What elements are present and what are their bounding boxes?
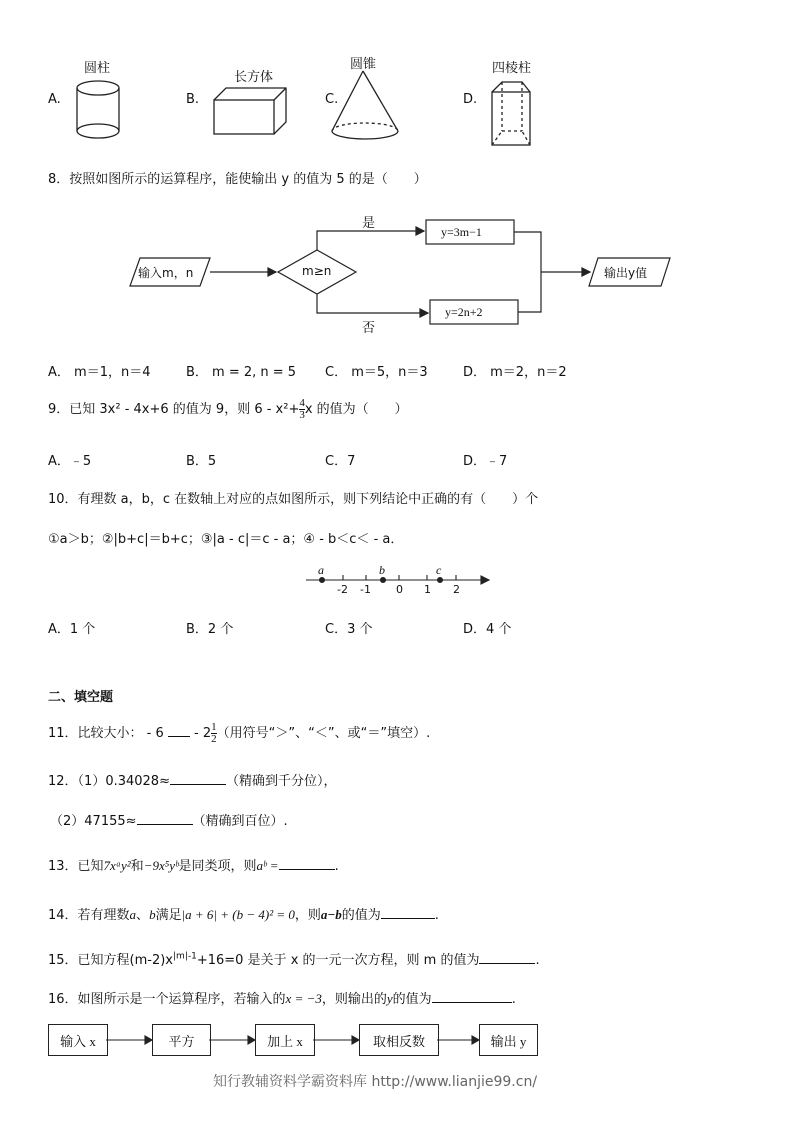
- q7-label-c: 圆锥: [350, 57, 377, 72]
- q8-option-a: A． m＝1，n＝4: [48, 365, 151, 380]
- q9-option-b: B．5: [186, 454, 217, 469]
- q10-option-c: C．3 个: [325, 622, 373, 637]
- q8-option-d: D． m＝2，n＝2: [463, 365, 567, 380]
- flow-yes-box: y=3m−1: [441, 225, 482, 239]
- flow-box-input: 输入 x: [48, 1024, 108, 1056]
- q15: 15．已知方程$(m-2)x^{|m|-1}+16=0$ 是关于 x 的一元一次方程，则 m 的值为 .: [48, 951, 540, 968]
- point-a: a: [318, 563, 324, 577]
- flow-no-box: y=2n+2: [445, 305, 483, 319]
- q7-label-b: 长方体: [234, 70, 274, 85]
- answer-blank: [170, 772, 226, 785]
- answer-blank: [432, 990, 512, 1003]
- q13: 13．已知7xᵃy²和−9x⁵yᵇ是同类项，则aᵇ = .: [48, 858, 339, 874]
- tick-label: 2: [453, 583, 460, 596]
- q7-label-a: 圆柱: [84, 61, 111, 76]
- q10-option-b: B．2 个: [186, 622, 234, 637]
- q10-option-d: D．4 个: [463, 622, 512, 637]
- q10-statements: ①a＞b；②|b+c|＝b+c；③|a - c|＝c - a；④ - b＜c＜ - a．: [48, 532, 404, 547]
- q10-option-a: A．1 个: [48, 622, 96, 637]
- flow-box-square: 平方: [152, 1024, 211, 1056]
- footer-watermark: 知行教辅资料学霸资料库 http://www.lianjie99.cn/: [213, 1074, 538, 1090]
- flow-box-add-x: 加上 x: [255, 1024, 315, 1056]
- flow-box-negate: 取相反数: [359, 1024, 439, 1056]
- q7-option-b: B.: [186, 92, 200, 107]
- q12-part2: （2）47155≈ （精确到百位）.: [50, 814, 288, 829]
- cone-figure: [332, 71, 398, 139]
- q7-option-d: D.: [463, 92, 478, 107]
- answer-blank: [137, 812, 193, 825]
- q9-stem: 9．已知 3x² - 4x+6 的值为 9，则 6 - x²+ $\frac{4}{3}$ x 的值为（ ）: [48, 397, 408, 421]
- q8-option-c: C． m＝5，n＝3: [325, 365, 428, 380]
- q7-label-d: 四棱柱: [492, 61, 532, 76]
- q12-part1: 12．（1）0.34028≈ （精确到千分位），: [48, 774, 337, 789]
- prism-figure: [492, 82, 530, 145]
- answer-blank: [279, 857, 335, 870]
- q14: 14．若有理数a、b满足|a + 6| + (b − 4)² = 0，则a−b的值为 .: [48, 907, 439, 923]
- flow-box-output: 输出 y: [479, 1024, 538, 1056]
- cylinder-figure: [77, 81, 119, 138]
- tick-label: -2: [337, 583, 348, 596]
- q7-option-a: A.: [48, 92, 61, 107]
- q11: 11．比较大小： - 6 - 2 $\frac{1}{2}$ （用符号“＞”、“＜”、或“＝”填空）.: [48, 721, 431, 745]
- flow-input: 输入m，n: [138, 266, 194, 280]
- tick-label: 0: [396, 583, 403, 596]
- answer-blank: [168, 724, 190, 737]
- q10-stem: 10．有理数 a，b，c 在数轴上对应的点如图所示，则下列结论中正确的有（ ）个: [48, 492, 539, 507]
- q9-option-a: A．﹣5: [48, 454, 92, 469]
- flow-output: 输出y值: [604, 266, 648, 280]
- q16: 16．如图所示是一个运算程序，若输入的x = −3，则输出的y的值为 .: [48, 991, 516, 1007]
- tick-label: -1: [360, 583, 371, 596]
- q8-flowchart: [130, 220, 670, 324]
- point-c: c: [436, 563, 442, 577]
- point-b: b: [379, 563, 385, 577]
- section-heading: 二、填空题: [48, 690, 114, 705]
- flow-no: 否: [362, 321, 376, 336]
- q8-option-b: B． m = 2, n = 5: [186, 365, 297, 380]
- tick-label: 1: [424, 583, 431, 596]
- q9-option-c: C．7: [325, 454, 356, 469]
- flow-yes: 是: [362, 216, 376, 231]
- answer-blank: [479, 951, 535, 964]
- answer-blank: [381, 906, 435, 919]
- q7-option-c: C.: [325, 92, 339, 107]
- cuboid-figure: [214, 88, 286, 134]
- q8-stem: 8．按照如图所示的运算程序，能使输出 y 的值为 5 的是（ ）: [48, 172, 427, 187]
- q9-option-d: D．﹣7: [463, 454, 508, 469]
- flow-condition: m≥n: [302, 264, 332, 278]
